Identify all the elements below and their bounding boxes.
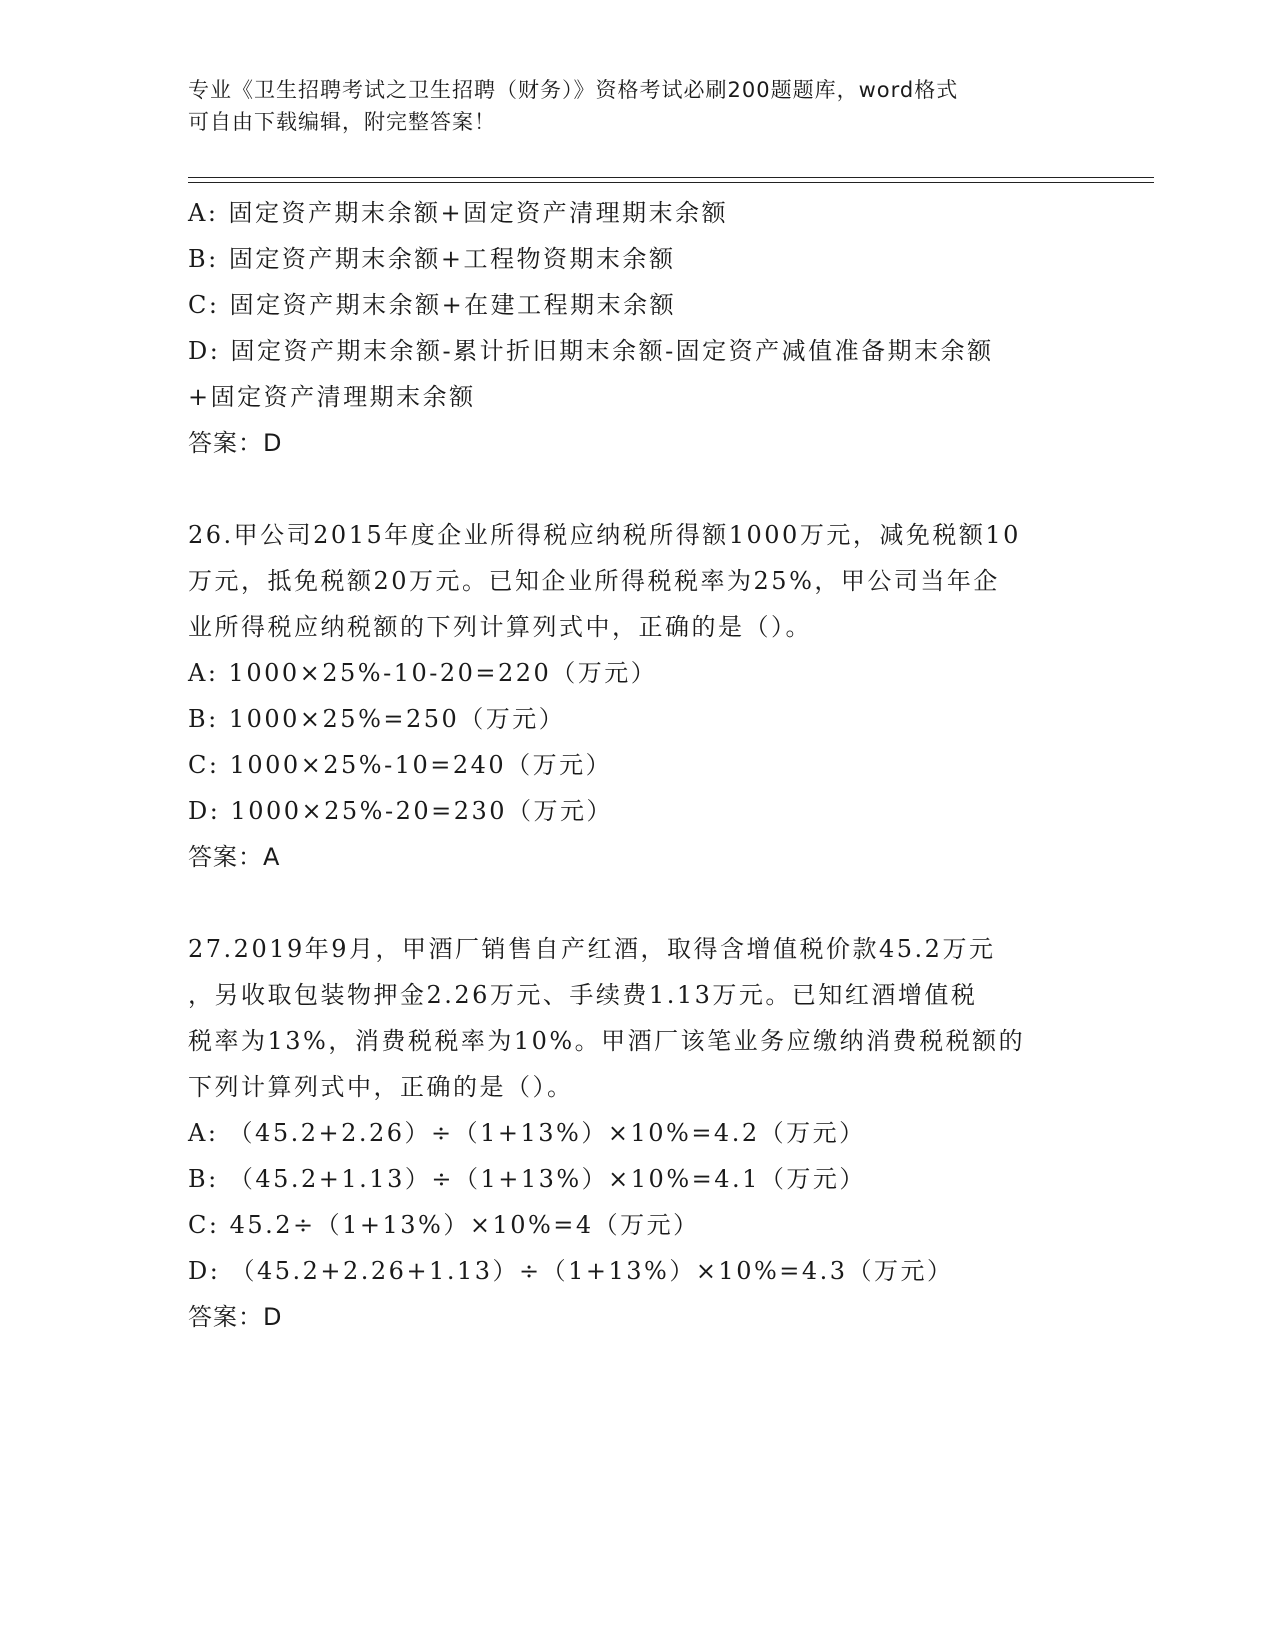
option-b: B: 1000×25%=250（万元）: [188, 705, 566, 733]
question-stem-line: 税率为13%，消费税税率为10%。甲酒厂该笔业务应缴纳消费税税额的: [188, 1027, 1026, 1055]
option-c: C: 45.2÷（1+13%）×10%=4（万元）: [188, 1211, 700, 1239]
option-b: B: 固定资产期末余额+工程物资期末余额: [188, 245, 676, 273]
option-d: D: （45.2+2.26+1.13）÷（1+13%）×10%=4.3（万元）: [188, 1257, 954, 1285]
option-d: D: 1000×25%-20=230（万元）: [188, 797, 614, 825]
question-stem-line: 26.甲公司2015年度企业所得税应纳税所得额1000万元，减免税额10: [188, 521, 1021, 549]
header-line-1: 专业《卫生招聘考试之卫生招聘（财务）》资格考试必刷200题题库，word格式: [188, 78, 959, 102]
answer-line: 答案：A: [188, 843, 281, 871]
option-b: B: （45.2+1.13）÷（1+13%）×10%=4.1（万元）: [188, 1165, 866, 1193]
spacer: [188, 880, 1088, 926]
document-header: [188, 74, 1068, 138]
question-stem-line: 27.2019年9月，甲酒厂销售自产红酒，取得含增值税价款45.2万元: [188, 935, 996, 963]
spacer: [188, 466, 1088, 512]
answer-line: 答案：D: [188, 1303, 283, 1331]
option-d: D: 固定资产期末余额-累计折旧期末余额-固定资产减值准备期末余额: [188, 337, 994, 365]
option-a: A: 固定资产期末余额+固定资产清理期末余额: [188, 199, 729, 227]
question-stem-line: 业所得税应纳税额的下列计算列式中，正确的是（）。: [188, 613, 812, 641]
option-a: A: 1000×25%-10-20=220（万元）: [188, 659, 658, 687]
header-divider-bottom: [188, 182, 1154, 183]
document-body: [188, 190, 1088, 1340]
question-27: [188, 926, 1088, 1340]
question-stem-line: 万元，抵免税额20万元。已知企业所得税税率为25%，甲公司当年企: [188, 567, 1000, 595]
question-stem-line: ，另收取包装物押金2.26万元、手续费1.13万元。已知红酒增值税: [188, 981, 978, 1009]
option-c: C: 1000×25%-10=240（万元）: [188, 751, 613, 779]
header-divider-top: [188, 177, 1154, 178]
header-line-2: 可自由下载编辑，附完整答案！: [188, 110, 496, 134]
question-stem-line: 下列计算列式中，正确的是（）。: [188, 1073, 574, 1101]
question-26: [188, 512, 1088, 880]
option-c: C: 固定资产期末余额+在建工程期末余额: [188, 291, 677, 319]
option-d-continued: +固定资产清理期末余额: [188, 383, 476, 411]
option-a: A: （45.2+2.26）÷（1+13%）×10%=4.2（万元）: [188, 1119, 866, 1147]
answer-line: 答案：D: [188, 429, 283, 457]
question-25: [188, 190, 1088, 466]
